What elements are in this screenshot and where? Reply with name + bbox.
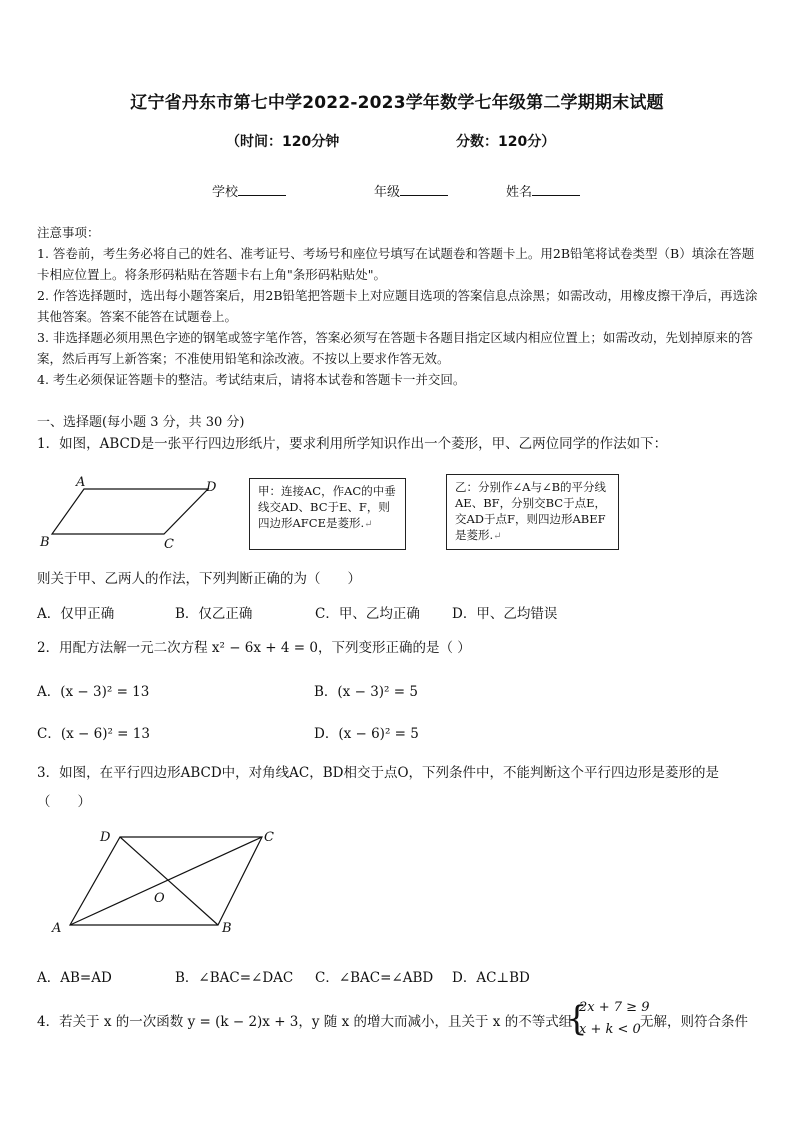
q1-option-b[interactable]: B．仅乙正确 <box>175 606 253 622</box>
section-heading: 一、选择题(每小题 3 分，共 30 分) <box>37 415 245 430</box>
note-item: 4. 考生必须保证答题卡的整洁。考试结束后，请将本试卷和答题卡一并交回。 <box>37 372 466 387</box>
notes-block <box>37 222 762 390</box>
q3-figure <box>48 825 288 940</box>
q3-option-d[interactable]: D．AC⊥BD <box>452 970 530 986</box>
q3-option-b[interactable]: B．∠BAC=∠DAC <box>175 970 294 986</box>
q2-stem: 2．用配方法解一元二次方程 x² − 6x + 4 = 0，下列变形正确的是（ ） <box>37 640 471 656</box>
exam-time: （时间：120分钟 <box>226 134 340 150</box>
page-title: 辽宁省丹东市第七中学2022-2023学年数学七年级第二学期期末试题 <box>130 93 664 113</box>
method-jia-text: 甲：连接AC，作AC的中垂线交AD、BC于E、F，则四边形AFCE是菱形. <box>258 484 396 530</box>
diagonal-bd <box>120 837 218 925</box>
brace-icon: { <box>566 999 588 1039</box>
name-blank[interactable] <box>532 182 580 196</box>
q1-question: 则关于甲、乙两人的作法，下列判断正确的为（ ） <box>37 571 361 587</box>
label-a: A <box>76 475 86 490</box>
q4-ineq-1: 2x + 7 ≥ 9 <box>579 1000 650 1015</box>
q4-stem-end: 无解，则符合条件 <box>640 1014 748 1030</box>
q2-option-a[interactable]: A．(x − 3)² = 13 <box>37 684 150 700</box>
school-blank[interactable] <box>238 182 286 196</box>
method-jia-box: 甲：连接AC，作AC的中垂线交AD、BC于E、F，则四边形AFCE是菱形.↵ <box>249 478 406 550</box>
q3-option-a[interactable]: A．AB=AD <box>37 970 112 986</box>
note-item: 3. 非选择题必须用黑色字迹的钢笔或签字笔作答，答案必须写在答题卡各题目指定区域内相应位置上；如需改动，先划掉原来的答案，然后再写上新答案；不准使用铅笔和涂改液。不按以上要求作答无效。 <box>37 330 753 366</box>
notes-heading: 注意事项： <box>37 225 100 240</box>
note-item: 2. 作答选择题时，选出每小题答案后，用2B铅笔把答题卡上对应题目选项的答案信息点涂黑；如需改动，用橡皮擦干净后，再选涂其他答案。答案不能答在试题卷上。 <box>37 288 758 324</box>
label-c: C <box>264 830 274 845</box>
q2-option-d[interactable]: D．(x − 6)² = 5 <box>314 726 419 742</box>
method-yi-box: 乙：分别作∠A与∠B的平分线AE、BF，分别交BC于点E，交AD于点F，则四边形ABEF是菱形.↵ <box>446 474 619 550</box>
diagonal-ac <box>70 837 262 925</box>
method-yi-text: 乙：分别作∠A与∠B的平分线AE、BF，分别交BC于点E，交AD于点F，则四边形ABEF是菱形. <box>455 480 607 542</box>
q1-option-a[interactable]: A．仅甲正确 <box>37 606 115 622</box>
q1-figure <box>38 472 228 552</box>
name-field[interactable] <box>506 181 580 200</box>
label-o: O <box>154 891 165 906</box>
q4-ineq-2: x + k < 0 <box>579 1022 641 1037</box>
grade-blank[interactable] <box>400 182 448 196</box>
school-field[interactable] <box>212 181 286 200</box>
exam-score: 分数：120分） <box>456 134 556 150</box>
q1-option-c[interactable]: C．甲、乙均正确 <box>315 606 420 622</box>
label-d: D <box>100 830 111 845</box>
q3-stem: 3．如图，在平行四边形ABCD中，对角线AC，BD相交于点O，下列条件中，不能判断这个平行四边形是菱形的是（ ） <box>37 765 720 810</box>
label-a: A <box>52 921 62 936</box>
note-item: 1. 答卷前，考生务必将自己的姓名、准考证号、考场号和座位号填写在试题卷和答题卡上。用2B铅笔将试卷类型（B）填涂在答题卡相应位置上。将条形码粘贴在答题卡右上角"条形码粘贴处"。 <box>37 246 755 282</box>
label-b: B <box>40 535 50 550</box>
grade-label: 年级 <box>374 185 401 200</box>
school-label: 学校 <box>212 185 239 200</box>
parallelogram-abcd <box>52 489 208 534</box>
q2-option-c[interactable]: C．(x − 6)² = 13 <box>37 726 150 742</box>
label-d: D <box>206 480 217 495</box>
label-b: B <box>222 921 232 936</box>
q1-stem: 1．如图，ABCD是一张平行四边形纸片，要求利用所学知识作出一个菱形，甲、乙两位同学的作法如下： <box>37 436 668 452</box>
q4-stem-start: 4．若关于 x 的一次函数 y = (k − 2)x + 3，y 随 x 的增大而减小，且关于 x 的不等式组 <box>37 1014 573 1030</box>
label-c: C <box>164 537 174 552</box>
name-label: 姓名 <box>506 185 533 200</box>
q3-option-c[interactable]: C．∠BAC=∠ABD <box>315 970 434 986</box>
q2-option-b[interactable]: B．(x − 3)² = 5 <box>314 684 418 700</box>
grade-field[interactable] <box>374 181 448 200</box>
q1-option-d[interactable]: D．甲、乙均错误 <box>452 606 558 622</box>
